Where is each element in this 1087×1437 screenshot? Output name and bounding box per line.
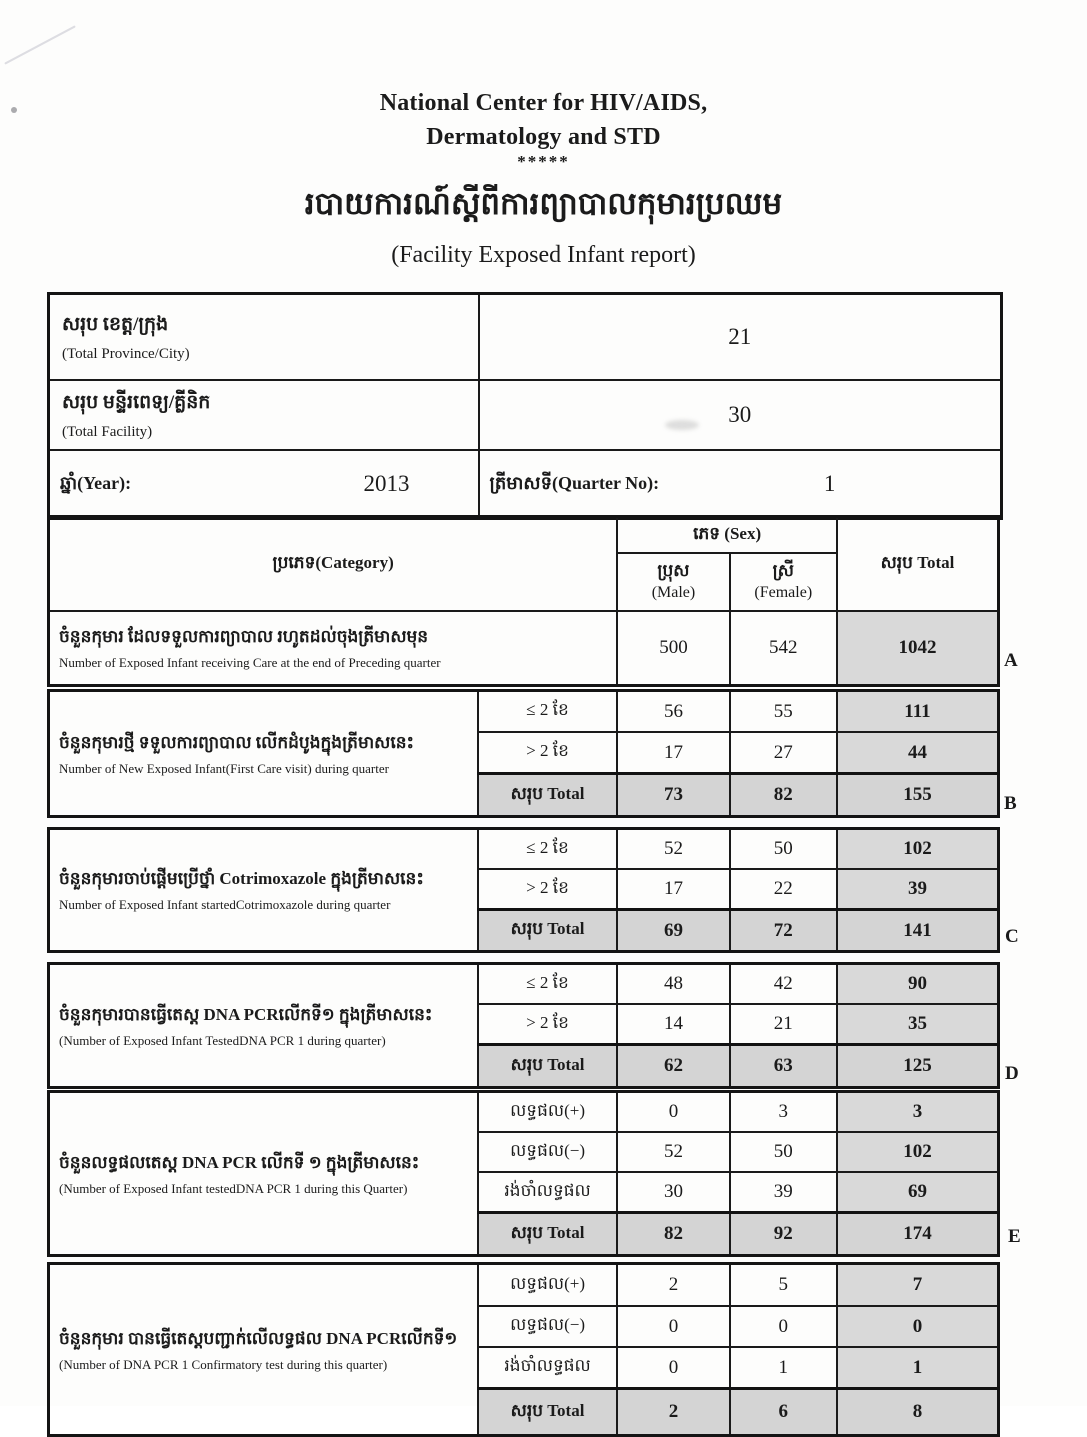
block-d-category-khmer: ចំនួនកុមារបានធ្វើតេស្ត DNA PCRលើកទី១ ក្នុងត្រីមាសនេះ [59,1004,433,1024]
total-value: 3 [837,1092,999,1133]
male-value: 0 [617,1347,729,1389]
female-value: 21 [730,1004,837,1045]
row-label: សរុប Total [478,774,617,817]
block-c-category-khmer: ចំនួនកុមារចាប់ផ្តើមប្រើថ្នាំ Cotrimoxazole ក្នុងត្រីមាសនេះ [59,869,424,888]
row-label: សរុប Total [478,1213,617,1256]
quarter-cell [479,450,1002,519]
female-value: 50 [730,1132,837,1172]
table-row [49,829,999,870]
total-province-label-cell [49,294,479,381]
total-facility-row [49,380,1002,450]
block-b-table [47,689,1000,818]
total-value: 1 [837,1347,999,1389]
row-label: លទ្ធផល(+) [478,1092,617,1133]
row-label: សរុប Total [478,1389,617,1436]
male-value: 0 [617,1306,729,1347]
total-value: 69 [837,1172,999,1213]
block-b-category-cell [49,691,478,817]
year-cell [49,450,479,519]
sex-header-cell: ភេទ (Sex) [617,517,837,554]
male-value: 56 [617,691,729,733]
total-facility-label-khmer: សរុប មន្ទីរពេទ្យ/គ្លីនិក [62,392,211,413]
total-value: 174 [837,1213,999,1256]
total-province-value: 21 [479,294,1002,381]
row-label: សរុប Total [478,910,617,952]
section-a-total-value: 1042 [837,611,999,686]
report-title-khmer: របាយការណ៍ស្តីពីការព្យាបាលកុមារប្រឈម [304,186,783,221]
female-value: 50 [730,829,837,870]
scan-pencil-mark [4,25,76,64]
female-value: 82 [730,774,837,817]
total-facility-label-english: (Total Facility) [62,424,153,440]
section-letter-a: A [1004,650,1018,671]
block-e-category-khmer: ចំនួនលទ្ធផលតេស្ត DNA PCR លើកទី ១ ក្នុងត្រីមាសនេះ [59,1152,420,1172]
male-header-cell [617,553,729,611]
female-header-english: (Female) [754,584,813,601]
total-value: 35 [837,1004,999,1045]
total-value: 44 [837,732,999,774]
male-value: 69 [617,910,729,952]
report-title-english: (Facility Exposed Infant report) [391,242,696,268]
female-header-cell [730,553,837,611]
sex-header-row [49,517,999,554]
block-d-category-cell [49,964,478,1088]
total-value: 102 [837,1132,999,1172]
total-value: 90 [837,964,999,1005]
row-label: > 2 ខែ [478,732,617,774]
total-value: 39 [837,869,999,910]
female-value: 39 [730,1172,837,1213]
total-header-cell: សរុប Total [837,517,999,612]
row-label: សរុប Total [478,1045,617,1088]
female-value: 42 [730,964,837,1005]
summary-table [47,292,1003,520]
female-value: 92 [730,1213,837,1256]
quarter-label: ត្រីមាសទី(Quarter No): [489,472,660,493]
total-facility-label-cell [49,380,479,450]
section-a-female-value: 542 [730,611,837,686]
male-header-english: (Male) [651,584,696,601]
report-header [0,86,1087,269]
section-a-category-khmer: ចំនួនកុមារ ដែលទទួលការព្យាបាល រហូតដល់ចុងត្រីមាសមុន [59,627,429,646]
male-value: 17 [617,869,729,910]
male-value: 17 [617,732,729,774]
female-value: 63 [730,1045,837,1088]
total-value: 0 [837,1306,999,1347]
male-value: 48 [617,964,729,1005]
section-letter-c: C [1005,926,1019,947]
total-province-label-khmer: សរុប ខេត្ត/ក្រុង [62,314,169,335]
row-label: រង់ចាំលទ្ធផល [478,1172,617,1213]
male-value: 30 [617,1172,729,1213]
org-name-line2: Dermatology and STD [426,124,661,150]
male-value: 73 [617,774,729,817]
section-a-category-english: Number of Exposed Infant receiving Care at the end of Preceding quarter [59,655,441,670]
block-f-category-cell [49,1264,478,1436]
female-value: 1 [730,1347,837,1389]
block-b-category-khmer: ចំនួនកុមារថ្មី ទទួលការព្យាបាល លើកដំបូងក្នុងត្រីមាសនេះ [59,732,414,752]
male-value: 0 [617,1092,729,1133]
total-value: 8 [837,1389,999,1436]
total-facility-value: 30 [479,380,1002,450]
female-value: 22 [730,869,837,910]
male-value: 2 [617,1389,729,1436]
row-label: > 2 ខែ [478,1004,617,1045]
male-value: 2 [617,1264,729,1307]
row-label: លទ្ធផល(−) [478,1132,617,1172]
table-row [49,964,999,1005]
female-value: 3 [730,1092,837,1133]
total-province-label-english: (Total Province/City) [62,346,190,362]
table-row [49,1264,999,1307]
female-value: 27 [730,732,837,774]
year-quarter-row [49,450,1002,519]
male-value: 62 [617,1045,729,1088]
block-e-category-cell [49,1092,478,1256]
block-c-table [47,827,1000,953]
total-province-row [49,294,1002,381]
separator-stars: ***** [517,152,570,171]
block-f-category-english: (Number of DNA PCR 1 Confirmatory test during this quarter) [59,1356,388,1372]
row-label: ≤ 2 ខែ [478,964,617,1005]
quarter-value: 1 [823,471,836,496]
section-letter-b: B [1004,793,1017,814]
category-table-section-a [47,515,1000,687]
total-value: 102 [837,829,999,870]
male-value: 52 [617,1132,729,1172]
org-name-line1: National Center for HIV/AIDS, [379,90,708,116]
row-label: ≤ 2 ខែ [478,829,617,870]
section-letter-e: E [1008,1226,1021,1247]
year-label: ឆ្នាំ(Year): [60,472,132,493]
row-label: រង់ចាំលទ្ធផល [478,1347,617,1389]
block-e-table [47,1090,1000,1257]
male-header-khmer: ប្រុស [657,561,690,580]
female-header-khmer: ស្រី [772,561,794,580]
category-header-cell: ប្រភេទ(Category) [49,517,618,612]
total-value: 125 [837,1045,999,1088]
section-a-male-value: 500 [617,611,729,686]
female-value: 5 [730,1264,837,1307]
female-value: 72 [730,910,837,952]
section-a-category-cell [49,611,618,686]
total-value: 111 [837,691,999,733]
block-f-table [47,1262,1000,1437]
female-value: 6 [730,1389,837,1436]
row-label: ≤ 2 ខែ [478,691,617,733]
male-value: 14 [617,1004,729,1045]
male-value: 82 [617,1213,729,1256]
table-row [49,691,999,733]
block-f-category-khmer: ចំនួនកុមារ បានធ្វើតេស្តបញ្ជាក់លើលទ្ធផល DNA PCRលើកទី១ [59,1328,458,1348]
female-value: 55 [730,691,837,733]
male-value: 52 [617,829,729,870]
year-value: 2013 [363,471,410,496]
block-c-category-cell [49,829,478,952]
table-row [49,1092,999,1133]
total-value: 7 [837,1264,999,1307]
block-d-table [47,962,1000,1089]
section-letter-d: D [1005,1063,1019,1084]
block-c-category-english: Number of Exposed Infant startedCotrimoxazole during quarter [59,897,391,912]
block-e-category-english: (Number of Exposed Infant testedDNA PCR 1 during this Quarter) [59,1180,408,1196]
block-b-category-english: Number of New Exposed Infant(First Care visit) during quarter [59,760,389,776]
row-label: លទ្ធផល(−) [478,1306,617,1347]
section-a-data-row [49,611,999,686]
row-label: លទ្ធផល(+) [478,1264,617,1307]
row-label: > 2 ខែ [478,869,617,910]
total-value: 155 [837,774,999,817]
female-value: 0 [730,1306,837,1347]
total-value: 141 [837,910,999,952]
block-d-category-english: (Number of Exposed Infant TestedDNA PCR 1 during quarter) [59,1032,386,1048]
